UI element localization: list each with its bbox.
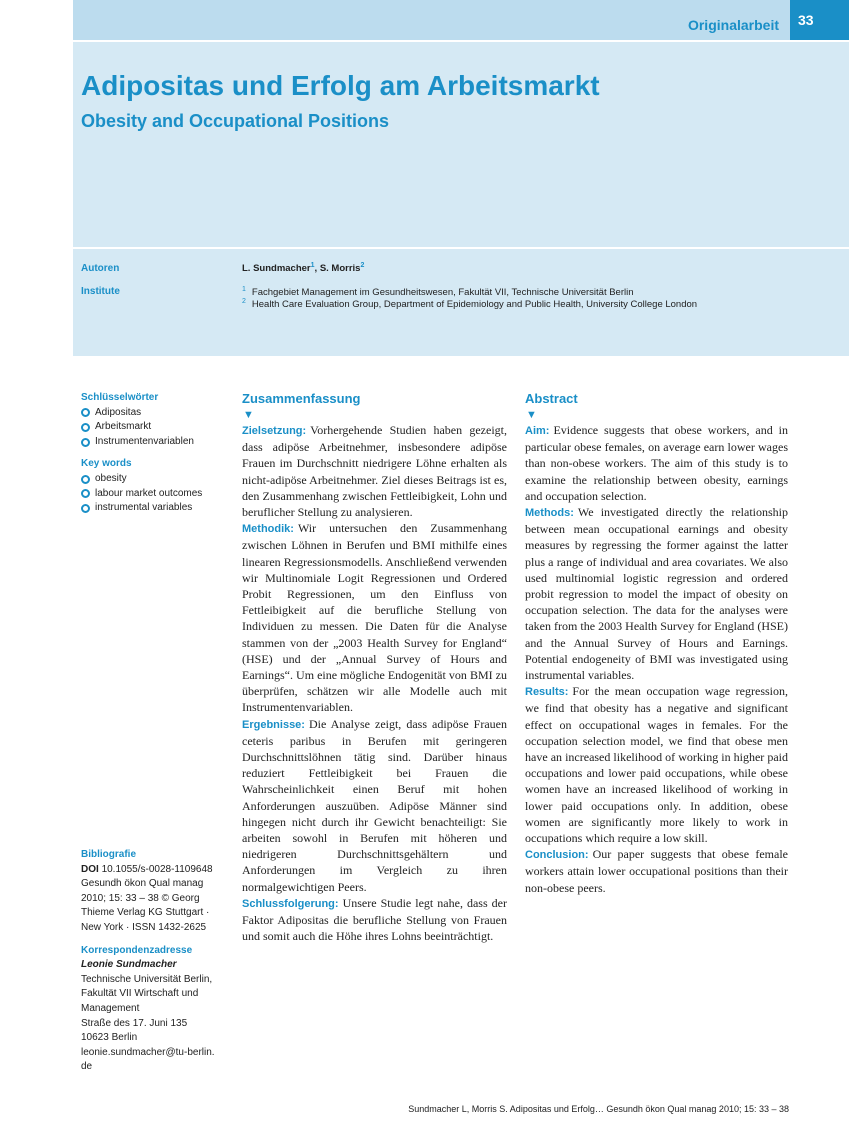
section-label: Originalarbeit xyxy=(687,17,779,33)
section-label: Results: xyxy=(525,686,569,699)
bibliography-block xyxy=(81,848,221,1075)
doi-line xyxy=(81,863,221,878)
abstract-paragraph xyxy=(242,716,507,895)
article-title: Adipositas und Erfolg am Arbeitsmarkt xyxy=(81,70,600,101)
author-list xyxy=(242,262,364,274)
institute-mark: 2 xyxy=(242,298,246,305)
section-text: For the mean occupation wage regression, we find that obesity has a negative and significant effect on occupational wages in females. For the occupation selection model, we find that obese men have an increased likelihood of working in higher paid occupations and lower paid occupations, while obese women have an increased likelihood of working in lower paid occupations only. In addition, obese women are significantly more likely to work in occupations which require a low skill. xyxy=(525,684,788,846)
header-divider xyxy=(73,40,849,42)
section-text: Vorhergehende Studien haben gezeigt, dass adipöse Arbeitnehmer, insbesondere adipöse Frauen im Durchschnitt niedrigere Löhne erhalten als nicht-adipöse Arbeitnehmer. Ziel dieses Beitrags ist es, den Zusammenhang zwischen Fettleibigkeit, Lohn und beruflicher Stellung zu analysieren. xyxy=(242,423,507,520)
bullet-icon xyxy=(81,423,90,432)
author-affiliation-mark: 1 xyxy=(310,262,315,269)
institute-2 xyxy=(242,298,697,310)
abstract-paragraph xyxy=(242,520,507,715)
email-line: leonie.sundmacher@tu-berlin. xyxy=(81,1046,215,1058)
zusammenfassung-heading: Zusammenfassung xyxy=(242,391,361,406)
keyword-text: Instrumentenvariablen xyxy=(95,435,194,447)
institute-mark: 1 xyxy=(242,286,246,293)
address-line: Management xyxy=(81,1002,140,1014)
keyword-text: Adipositas xyxy=(95,406,142,418)
bib-line: 2010; 15: 33 – 38 © Georg xyxy=(81,892,200,904)
doi-label: DOI xyxy=(81,863,99,875)
abstract-paragraph xyxy=(525,683,788,846)
keywords-de-heading: Schlüsselwörter xyxy=(81,392,159,403)
address-line: Fakultät VII Wirtschaft und xyxy=(81,988,199,1000)
section-text: Die Analyse zeigt, dass adipöse Frauen ceteris paribus in Berufen mit geringeren Durchschnittslöhnen tätig sind. Darüber hinaus reduziert Fettleibigkeit bei Frauen die Wahrscheinlichkeit einen Beruf mit hohen Anforderungen auszuüben. Adipöse Männer sind hingegen nicht durch ihr Gewicht benachteiligt: Sie arbeiten sowohl in Berufen mit höheren und niedrigeren Durchschnittsgehältern und Anforderungen im Vergleich zu ihren normalgewichtigen Peers. xyxy=(242,716,507,894)
abstract-heading: Abstract xyxy=(525,391,578,406)
meta-divider xyxy=(73,247,849,249)
bibliography-heading: Bibliografie xyxy=(81,849,137,860)
abstract-paragraph xyxy=(525,504,788,683)
section-text: Unsere Studie legt nahe, dass der Faktor Adipositas die berufliche Stellung von Frauen und somit auch die Höhe ihres Lohns beeinträchtigt. xyxy=(242,895,507,944)
keyword-item xyxy=(81,472,221,487)
section-label: Schlussfolgerung: xyxy=(242,897,339,910)
abstract-paragraph xyxy=(242,895,507,945)
keyword-text: Arbeitsmarkt xyxy=(95,421,152,433)
abstract-column xyxy=(525,389,788,896)
correspondence-heading: Korrespondenzadresse xyxy=(81,944,193,956)
bullet-icon xyxy=(81,475,90,484)
bullet-icon xyxy=(81,489,90,498)
triangle-down-icon: ▼ xyxy=(243,409,254,421)
keyword-text: instrumental variables xyxy=(95,502,193,514)
page-number: 33 xyxy=(790,0,849,40)
institute-name: Health Care Evaluation Group, Department of Epidemiology and Public Health, University College London xyxy=(251,299,698,311)
address-line: Technische Universität Berlin, xyxy=(81,973,213,985)
institutes-label: Institute xyxy=(81,286,120,297)
section-text: Our paper suggests that obese female workers attain lower occupational positions than their non-obese peers. xyxy=(525,847,788,895)
author-name: L. Sundmacher xyxy=(242,263,311,275)
section-label: Conclusion: xyxy=(525,849,589,862)
bullet-icon xyxy=(81,438,90,447)
section-text: We investigated directly the relationship between mean occupational earnings and obesity measures by regressing the former against the latter plus a range of individual and area covariates. We also used multinomial logistic regression and ordered probit regression to model the impact of obesity on occupation selection. The data for the analyses were taken from the 2003 Health Survey for England (HSE) and the Annual Survey of Hours and Earnings. Potential endogeneity of BMI was investigated using instrumental variables. xyxy=(525,505,788,683)
abstract-paragraph xyxy=(525,846,788,896)
correspondence-name: Leonie Sundmacher xyxy=(81,959,177,971)
section-label: Zielsetzung: xyxy=(242,425,307,437)
section-label: Aim: xyxy=(525,425,550,437)
keyword-text: obesity xyxy=(95,472,127,484)
bib-line: New York · ISSN 1432-2625 xyxy=(81,921,207,933)
keyword-item xyxy=(81,435,221,450)
bib-line: Gesundh ökon Qual manag xyxy=(81,878,204,890)
email-line: de xyxy=(81,1061,93,1073)
address-line: Straße des 17. Juni 135 xyxy=(81,1017,188,1029)
keyword-item xyxy=(81,487,221,502)
author-separator: , xyxy=(314,263,320,275)
keywords-en-heading: Key words xyxy=(81,458,132,470)
authors-label: Autoren xyxy=(81,263,120,274)
institute-1 xyxy=(242,286,634,298)
keyword-item xyxy=(81,420,221,435)
keywords-block xyxy=(81,391,221,516)
address-line: 10623 Berlin xyxy=(81,1032,138,1044)
author-affiliation-mark: 2 xyxy=(360,262,365,269)
section-label: Methods: xyxy=(525,507,574,520)
section-text: Evidence suggests that obese workers, and in particular obese females, on average earn lower wages than non-obese workers. The aim of this study is to examine the relationship between obesity, earnings and occupation selection. xyxy=(525,423,788,503)
abstract-paragraph xyxy=(525,422,788,504)
abstract-paragraph xyxy=(242,422,507,520)
section-label: Methodik: xyxy=(242,523,294,536)
keyword-item xyxy=(81,501,221,516)
keyword-text: labour market outcomes xyxy=(95,487,203,499)
footer-citation: Sundmacher L, Morris S. Adipositas und Erfolg… Gesundh ökon Qual manag 2010; 15: 33 – 38 xyxy=(408,1104,789,1114)
doi-value: 10.1055/s-0028-1109648 xyxy=(101,863,213,875)
author-name: S. Morris xyxy=(319,263,361,275)
bib-line: Thieme Verlag KG Stuttgart · xyxy=(81,907,210,919)
keyword-item xyxy=(81,406,221,421)
zusammenfassung-column xyxy=(242,389,507,945)
bullet-icon xyxy=(81,504,90,513)
bullet-icon xyxy=(81,408,90,417)
institute-name: Fachgebiet Management im Gesundheitswesen, Fakultät VII, Technische Universität Berlin xyxy=(251,287,634,299)
section-text: Wir untersuchen den Zusammenhang zwischen Löhnen in Berufen und BMI mithilfe eines linearen Regressionsmodells. Anschließend verwenden wir Multinomiale Logit Regressionen und Ordered Probit Regressionen, um den Einfluss von Fettleibigkeit auf die berufliche Stellung von Individuen zu messen. Die Daten für die Analyse stammen von der „2003 Health Survey for England“ (HSE) und der „Annual Survey of Hours and Earnings“. Um eine mögliche Endogenität von BMI zu überprüfen, schätzen wir alle Modelle auch mit Instrumentenvariablen. xyxy=(242,521,507,715)
article-subtitle: Obesity and Occupational Positions xyxy=(81,111,390,131)
triangle-down-icon: ▼ xyxy=(526,409,537,421)
section-label: Ergebnisse: xyxy=(242,718,305,731)
